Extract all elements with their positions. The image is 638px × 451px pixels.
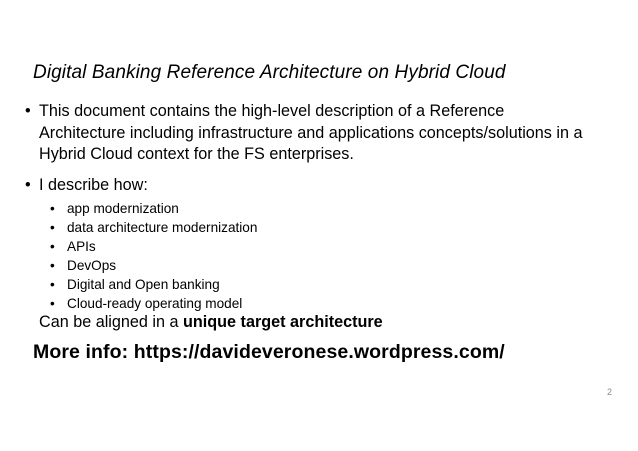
sub-bullet-text: data architecture modernization [67,220,258,236]
sub-bullet-text: APIs [67,239,96,255]
sub-bullet-item [50,275,257,294]
aligned-statement [39,312,383,333]
sub-bullet-item [50,237,257,256]
sub-bullet-text: app modernization [67,201,179,216]
aligned-emphasis: unique target architecture [183,313,383,331]
bullet-icon: • [50,220,55,236]
bullet-icon: • [50,277,55,293]
sub-bullet-item [50,294,257,313]
more-info-link: More info: https://davideveronese.wordpress.com/ [33,341,505,363]
bullet-icon: • [25,176,31,194]
bullet-icon: • [50,258,55,274]
sub-bullet-list [50,199,257,314]
bullet-item-describe [25,175,148,196]
sub-bullet-item [50,256,257,275]
sub-bullet-text: Digital and Open banking [67,277,220,293]
bullet-icon: • [50,201,55,216]
bullet-icon: • [50,296,55,312]
sub-bullet-item [50,199,257,218]
sub-bullet-item [50,218,257,237]
page-number: 2 [606,387,612,397]
sub-bullet-text: DevOps [67,258,117,274]
sub-bullet-text: Cloud-ready operating model [67,296,243,312]
bullet-text: I describe how: [39,176,148,194]
bullet-icon: • [50,239,55,255]
bullet-text: This document contains the high-level description of a Reference Architecture including infrastructure and applications concepts/solutions in a Hybrid Cloud context for the FS enterprises. [39,102,583,163]
slide-title: Digital Banking Reference Architecture on Hybrid Cloud [33,62,506,83]
bullet-item-description [25,101,585,166]
bullet-icon: • [25,102,31,120]
aligned-prefix: Can be aligned in a [39,313,183,331]
